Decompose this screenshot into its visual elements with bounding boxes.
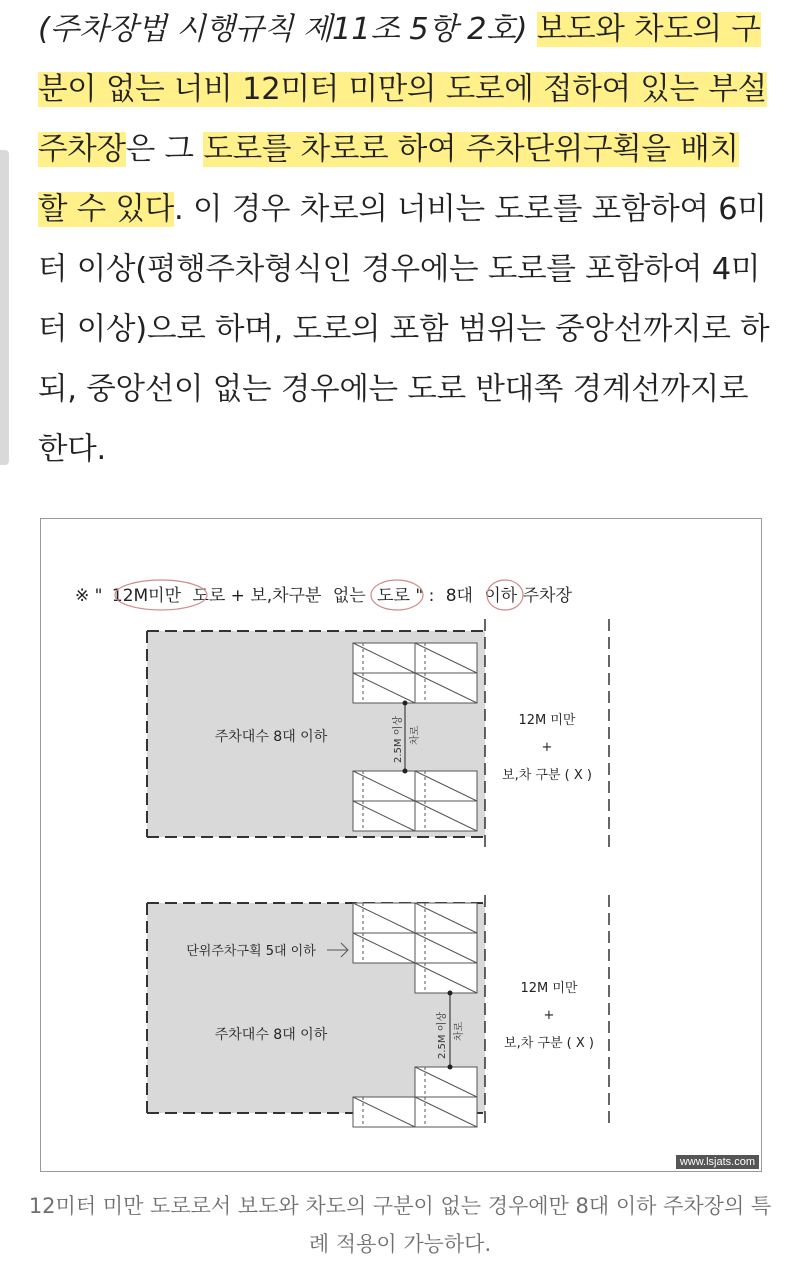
road-plus-label: + [541, 740, 553, 755]
article-line-5: 터 이상(평행주차형식인 경우에는 도로를 포함하여 4미 [38, 252, 761, 287]
scroll-edge-indicator [0, 150, 9, 465]
figure-header: ※ " 12M미만 도로 + 보,차구분 없는 도로 " : 8대 이하 주차장 [75, 586, 572, 606]
watermark: www.lsjats.com [676, 1155, 759, 1169]
article-line-6: 터 이상)으로 하며, 도로의 포함 범위는 중앙선까지로 하 [38, 312, 770, 347]
road-separation-label: 보,차 구분 ( X ) [504, 1036, 594, 1051]
lane-sub-label: 차로 [410, 725, 421, 745]
law-reference: (주차장법 시행규칙 제11조 5항 2호) [38, 12, 528, 47]
article-line-1 [38, 0, 773, 60]
text-segment: 은 그 [125, 132, 204, 167]
highlight: 도로를 차로로 하여 주차단위구획을 배치 [203, 132, 739, 167]
lane-width-label: 2.5M 이상 [437, 1011, 448, 1059]
diagram-canvas [41, 519, 761, 1171]
highlight: 주차장 [38, 132, 126, 167]
article-line-4 [38, 180, 773, 240]
road-width-label: 12M 미만 [520, 981, 578, 996]
unit-stall-label: 단위주차구획 5대 이하 [186, 944, 316, 959]
parking-diagram [40, 518, 762, 1172]
road-plus-label: + [543, 1008, 555, 1023]
article-line-7: 되, 중앙선이 없는 경우에는 도로 반대쪽 경계선까지로 [38, 372, 749, 407]
lane-sub-label: 차로 [454, 1021, 465, 1041]
highlight: 할 수 있다 [38, 192, 175, 227]
road-separation-label: 보,차 구분 ( X ) [502, 768, 592, 783]
article-line-2 [38, 60, 773, 120]
article-line-3 [38, 120, 773, 180]
text-segment: . 이 경우 차로의 너비는 도로를 포함하여 6미 [174, 192, 767, 227]
highlight: 분이 없는 너비 12미터 미만의 도로에 접하여 있는 부설 [38, 72, 767, 107]
road-width-label: 12M 미만 [518, 713, 576, 728]
lot-capacity-label: 주차대수 8대 이하 [214, 729, 328, 745]
lane-width-label: 2.5M 이상 [393, 715, 404, 763]
bottom-lot-plan [147, 895, 609, 1127]
figure-caption: 12미터 미만 도로로서 보도와 차도의 구분이 없는 경우에만 8대 이하 주차장의 특례 적용이 가능하다. [28, 1194, 772, 1256]
article-text [38, 0, 773, 480]
top-lot-plan [147, 619, 609, 849]
article-line-8: 한다. [38, 432, 107, 467]
lot-capacity-label: 주차대수 8대 이하 [214, 1027, 328, 1043]
highlight: 보도와 차도의 구 [536, 12, 761, 47]
